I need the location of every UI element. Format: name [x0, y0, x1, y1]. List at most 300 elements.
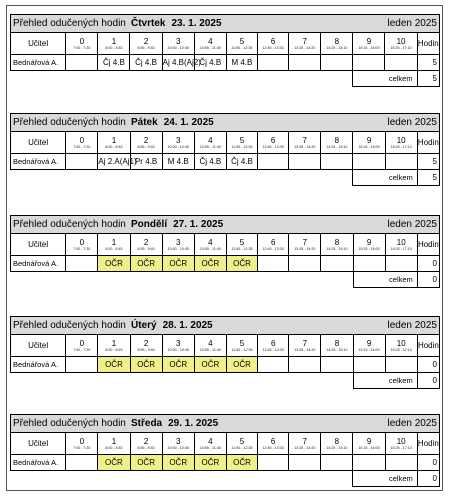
lesson-cell [258, 357, 289, 373]
timetable [10, 215, 440, 288]
lesson-cell: OČR [98, 256, 130, 272]
period-header [353, 132, 385, 154]
lesson-cell: Čj 4.B [226, 154, 257, 170]
period-time: 8:00 - 8:45 [105, 246, 123, 251]
teacher-name: Bednářová A. [11, 256, 66, 272]
period-time: 8:55 - 9:40 [137, 445, 155, 450]
date-value: 24. 1. 2025 [163, 117, 214, 128]
period-header [130, 132, 162, 154]
hours-header: Hodin [417, 33, 439, 55]
table-row [11, 455, 440, 471]
lesson-cell: Čj 4.B [130, 55, 162, 71]
table-row [11, 55, 440, 71]
month-label: leden 2025 [387, 418, 437, 429]
period-time: 10:00 - 10:45 [167, 347, 189, 352]
report-title: Přehled odučených hodin [13, 418, 126, 429]
period-time: 10:55 - 11:40 [199, 246, 221, 251]
lesson-cell [321, 256, 353, 272]
period-header [130, 234, 162, 256]
total-label: celkem [353, 71, 417, 87]
lesson-cell [353, 357, 385, 373]
lesson-cell: OČR [226, 455, 257, 471]
lesson-cell [66, 256, 98, 272]
period-number: 2 [143, 436, 149, 446]
period-header [321, 33, 353, 55]
period-number: 1 [111, 135, 117, 145]
lesson-cell: OČR [98, 357, 130, 373]
period-header [353, 433, 385, 455]
period-time: 8:00 - 8:45 [105, 445, 123, 450]
period-number: 7 [302, 135, 307, 145]
period-time: 13:35 - 14:20 [294, 246, 316, 251]
period-header [226, 132, 257, 154]
period-number: 6 [270, 36, 276, 46]
day-name: Středa [131, 418, 163, 429]
period-header [130, 433, 162, 455]
teacher-name: Bednářová A. [11, 357, 66, 373]
period-time: 11:50 - 12:35 [231, 445, 253, 450]
period-time: 8:00 - 8:45 [105, 144, 123, 149]
period-time: 14:25 - 15:10 [326, 347, 348, 352]
period-number: 4 [208, 237, 213, 247]
lesson-cell: OČR [130, 357, 162, 373]
period-header [289, 33, 321, 55]
hours-header: Hodin [417, 234, 439, 256]
lesson-cell: Pr 4.B [130, 154, 162, 170]
teacher-header: Učitel [11, 234, 66, 256]
report-date [131, 117, 214, 128]
period-header [289, 433, 321, 455]
total-label: celkem [353, 170, 417, 186]
month-label: leden 2025 [387, 18, 437, 29]
period-header [226, 433, 257, 455]
period-number: 10 [396, 436, 406, 446]
period-header [321, 433, 353, 455]
timetable [10, 14, 440, 87]
period-header [258, 132, 289, 154]
period-header [98, 234, 130, 256]
period-number: 9 [366, 237, 372, 247]
report-title: Přehled odučených hodin [13, 219, 126, 230]
period-header [98, 33, 130, 55]
lesson-cell [258, 154, 289, 170]
day-name: Pátek [131, 117, 158, 128]
period-number: 10 [396, 338, 406, 348]
lesson-cell: M 4.B [226, 55, 257, 71]
period-header [162, 33, 194, 55]
lesson-cell [385, 154, 417, 170]
hours-header: Hodin [417, 132, 439, 154]
date-value: 28. 1. 2025 [162, 320, 213, 331]
period-time: 11:50 - 12:35 [231, 246, 253, 251]
period-time: 14:25 - 15:10 [326, 144, 348, 149]
period-header [194, 335, 226, 357]
period-header [226, 33, 257, 55]
day-name: Úterý [131, 320, 157, 331]
day-report [10, 113, 440, 186]
lesson-cell: OČR [130, 455, 162, 471]
period-number: 1 [111, 436, 117, 446]
period-header [353, 33, 385, 55]
period-time: 12:45 - 13:30 [262, 45, 284, 50]
period-time: 10:55 - 11:40 [199, 144, 221, 149]
period-header [66, 33, 98, 55]
lesson-cell: OČR [194, 256, 226, 272]
period-header [289, 335, 321, 357]
period-time: 15:15 - 16:00 [358, 144, 380, 149]
period-header [162, 132, 194, 154]
period-header [130, 33, 162, 55]
hours-count: 5 [417, 154, 439, 170]
lesson-cell [66, 154, 98, 170]
period-number: 4 [208, 135, 213, 145]
period-header [162, 234, 194, 256]
period-time: 7:00 - 7:30 [73, 347, 91, 352]
period-header [258, 335, 289, 357]
lesson-cell: Čj 4.B [98, 55, 130, 71]
period-number: 10 [396, 237, 406, 247]
period-number: 6 [270, 135, 276, 145]
period-header [353, 234, 385, 256]
lesson-cell: OČR [162, 357, 194, 373]
sum-spacer [11, 471, 353, 487]
period-number: 6 [270, 338, 276, 348]
sum-spacer [11, 71, 353, 87]
teacher-header: Učitel [11, 335, 66, 357]
period-time: 8:55 - 9:40 [137, 144, 155, 149]
period-number: 2 [143, 338, 149, 348]
lesson-cell [385, 357, 417, 373]
period-header [66, 433, 98, 455]
period-header [257, 33, 288, 55]
period-header [321, 132, 353, 154]
day-report [10, 14, 440, 87]
period-time: 8:55 - 9:40 [137, 45, 155, 50]
period-header [289, 234, 321, 256]
teacher-name: Bednářová A. [11, 455, 66, 471]
period-number: 7 [302, 36, 307, 46]
day-name: Pondělí [131, 219, 168, 230]
period-time: 8:55 - 9:40 [137, 347, 155, 352]
period-number: 5 [239, 338, 245, 348]
lesson-cell: M 4.B [162, 154, 194, 170]
lesson-cell: OČR [162, 256, 194, 272]
period-number: 1 [111, 36, 117, 46]
lesson-cell [385, 455, 417, 471]
period-number: 0 [79, 36, 85, 46]
lesson-cell [353, 55, 385, 71]
timetable [10, 414, 440, 487]
date-value: 29. 1. 2025 [168, 418, 219, 429]
period-header [258, 234, 289, 256]
hours-count: 5 [417, 55, 439, 71]
period-time: 10:55 - 11:40 [199, 445, 221, 450]
period-time: 15:15 - 16:00 [358, 246, 380, 251]
period-time: 14:25 - 15:10 [326, 45, 348, 50]
hours-header: Hodin [417, 433, 439, 455]
period-time: 12:45 - 13:30 [262, 347, 284, 352]
period-time: 11:50 - 12:35 [231, 144, 253, 149]
day-report [10, 414, 440, 487]
report-date [131, 320, 213, 331]
report-title: Přehled odučených hodin [13, 18, 126, 29]
lesson-cell [353, 455, 385, 471]
period-number: 7 [302, 338, 308, 348]
period-number: 1 [111, 338, 117, 348]
period-header [321, 234, 353, 256]
period-header [385, 33, 417, 55]
lesson-cell [66, 55, 98, 71]
report-title: Přehled odučených hodin [13, 320, 126, 331]
period-number: 7 [302, 237, 308, 247]
period-number: 1 [111, 237, 117, 247]
period-time: 10:00 - 10:45 [167, 246, 189, 251]
day-report [10, 316, 440, 389]
teacher-header: Učitel [11, 33, 66, 55]
period-time: 8:00 - 8:45 [105, 45, 123, 50]
lesson-cell [321, 455, 353, 471]
period-time: 8:00 - 8:45 [105, 347, 123, 352]
period-time: 8:55 - 9:40 [137, 246, 155, 251]
period-time: 7:00 - 7:30 [73, 445, 91, 450]
report-title-bar [11, 216, 440, 234]
period-time: 11:50 - 12:35 [231, 45, 253, 50]
table-row [11, 357, 440, 373]
period-header [321, 335, 353, 357]
period-header [385, 335, 417, 357]
period-header [98, 335, 130, 357]
report-title-bar [11, 317, 440, 335]
period-header [194, 234, 226, 256]
period-header [289, 132, 321, 154]
period-time: 16:25 - 17:10 [390, 246, 412, 251]
period-time: 16:25 - 17:10 [390, 144, 412, 149]
total-value: 0 [417, 471, 439, 487]
period-number: 3 [176, 338, 181, 348]
period-number: 4 [208, 338, 213, 348]
period-number: 5 [239, 135, 245, 145]
total-label: celkem [353, 471, 417, 487]
report-date [131, 418, 218, 429]
period-number: 5 [239, 436, 245, 446]
period-number: 8 [334, 338, 340, 348]
period-time: 7:00 - 7:30 [73, 246, 91, 251]
month-label: leden 2025 [387, 320, 437, 331]
period-number: 0 [79, 135, 85, 145]
period-time: 14:25 - 15:10 [326, 246, 348, 251]
lesson-cell [385, 55, 417, 71]
lesson-cell: OČR [98, 455, 130, 471]
total-label: celkem [353, 373, 417, 389]
total-label: celkem [353, 272, 417, 288]
report-title-bar [11, 114, 440, 132]
sum-spacer [11, 373, 354, 389]
period-number: 4 [208, 436, 213, 446]
period-time: 7:00 - 7:30 [73, 144, 91, 149]
period-header [226, 234, 257, 256]
period-number: 2 [143, 237, 149, 247]
lesson-cell [289, 55, 321, 71]
period-time: 12:45 - 13:30 [262, 246, 284, 251]
lesson-cell [258, 256, 289, 272]
lesson-cell: Čj 4.B [194, 55, 226, 71]
total-value: 0 [417, 373, 439, 389]
period-number: 10 [396, 135, 406, 145]
sum-spacer [11, 170, 353, 186]
period-number: 3 [176, 436, 181, 446]
period-number: 0 [79, 237, 85, 247]
period-header [162, 433, 194, 455]
period-time: 12:45 - 13:30 [262, 144, 284, 149]
table-row [11, 154, 440, 170]
period-time: 10:00 - 10:45 [167, 445, 189, 450]
period-number: 9 [366, 436, 372, 446]
lesson-cell: OČR [194, 455, 226, 471]
period-time: 10:00 - 10:45 [167, 144, 189, 149]
timetable [10, 113, 440, 186]
period-header [385, 433, 417, 455]
period-header [162, 335, 194, 357]
period-number: 5 [239, 36, 245, 46]
lesson-cell [353, 154, 385, 170]
period-header [194, 132, 226, 154]
period-time: 12:45 - 13:30 [262, 445, 284, 450]
lesson-cell [257, 55, 288, 71]
lesson-cell: Čj 4.B [194, 154, 226, 170]
period-number: 6 [270, 436, 276, 446]
lesson-cell [66, 357, 98, 373]
period-number: 8 [334, 436, 340, 446]
period-header [258, 433, 289, 455]
hours-header: Hodin [417, 335, 439, 357]
total-value: 5 [417, 71, 439, 87]
period-time: 13:35 - 14:20 [294, 347, 316, 352]
period-number: 2 [143, 135, 149, 145]
period-time: 10:55 - 11:40 [199, 347, 221, 352]
month-label: leden 2025 [387, 219, 437, 230]
period-time: 11:50 - 12:35 [231, 347, 253, 352]
lesson-cell [258, 455, 289, 471]
hours-count: 0 [417, 357, 439, 373]
period-header [98, 433, 130, 455]
period-header [194, 33, 226, 55]
lesson-cell: Aj 4.B(Aj2) [162, 55, 194, 71]
period-header [130, 335, 162, 357]
hours-count: 0 [417, 256, 439, 272]
period-number: 3 [175, 36, 181, 46]
period-time: 15:15 - 16:00 [358, 445, 380, 450]
sum-spacer [11, 272, 354, 288]
period-number: 3 [176, 135, 181, 145]
period-time: 16:25 - 17:10 [390, 45, 412, 50]
table-row [11, 256, 440, 272]
lesson-cell: OČR [226, 256, 257, 272]
lesson-cell [353, 256, 385, 272]
period-number: 8 [334, 135, 340, 145]
report-date [131, 219, 223, 230]
period-header [98, 132, 130, 154]
lesson-cell [321, 154, 353, 170]
teacher-name: Bednářová A. [11, 55, 66, 71]
lesson-cell [289, 455, 321, 471]
period-number: 9 [366, 338, 372, 348]
month-label: leden 2025 [387, 117, 437, 128]
lesson-cell [289, 357, 321, 373]
hours-count: 0 [417, 455, 439, 471]
period-number: 3 [176, 237, 181, 247]
period-number: 0 [79, 338, 85, 348]
lesson-cell [385, 256, 417, 272]
date-value: 27. 1. 2025 [173, 219, 224, 230]
report-title-bar [11, 415, 440, 433]
lesson-cell: OČR [194, 357, 226, 373]
period-time: 7:00 - 7:30 [73, 45, 91, 50]
period-header [66, 335, 98, 357]
period-number: 4 [208, 36, 213, 46]
lesson-cell [289, 256, 321, 272]
period-time: 15:15 - 16:00 [358, 347, 380, 352]
timetable [10, 316, 440, 389]
period-header [385, 234, 417, 256]
period-number: 9 [366, 135, 372, 145]
teacher-name: Bednářová A. [11, 154, 66, 170]
period-time: 10:00 - 10:45 [167, 45, 189, 50]
lesson-cell: OČR [130, 256, 162, 272]
period-number: 5 [239, 237, 245, 247]
period-time: 13:35 - 14:20 [294, 445, 316, 450]
period-header [353, 335, 385, 357]
report-title-bar [11, 15, 440, 33]
lesson-cell: OČR [162, 455, 194, 471]
report-title: Přehled odučených hodin [13, 117, 126, 128]
total-value: 0 [417, 272, 439, 288]
report-date [131, 18, 222, 29]
lesson-cell [321, 55, 353, 71]
day-name: Čtvrtek [131, 18, 166, 29]
teacher-header: Učitel [11, 132, 66, 154]
total-value: 5 [417, 170, 439, 186]
lesson-cell: Aj 2.A(Aj1) [98, 154, 130, 170]
lesson-cell [66, 455, 98, 471]
period-header [385, 132, 417, 154]
period-number: 0 [79, 436, 85, 446]
lesson-cell: OČR [226, 357, 257, 373]
period-number: 10 [396, 36, 406, 46]
day-report [10, 215, 440, 288]
period-number: 9 [366, 36, 372, 46]
date-value: 23. 1. 2025 [171, 18, 222, 29]
period-time: 15:15 - 16:00 [358, 45, 380, 50]
period-header [194, 433, 226, 455]
period-time: 14:25 - 15:10 [326, 445, 348, 450]
period-time: 13:35 - 14:20 [294, 45, 316, 50]
period-header [66, 234, 98, 256]
period-time: 10:55 - 11:40 [199, 45, 221, 50]
period-number: 8 [334, 36, 340, 46]
period-time: 13:35 - 14:20 [294, 144, 316, 149]
period-header [226, 335, 257, 357]
period-header [66, 132, 98, 154]
period-time: 16:25 - 17:10 [390, 445, 412, 450]
lesson-cell [321, 357, 353, 373]
period-number: 2 [143, 36, 149, 46]
period-time: 16:25 - 17:10 [390, 347, 412, 352]
period-number: 8 [334, 237, 340, 247]
teacher-header: Učitel [11, 433, 66, 455]
lesson-cell [289, 154, 321, 170]
period-number: 7 [302, 436, 307, 446]
period-number: 6 [270, 237, 276, 247]
